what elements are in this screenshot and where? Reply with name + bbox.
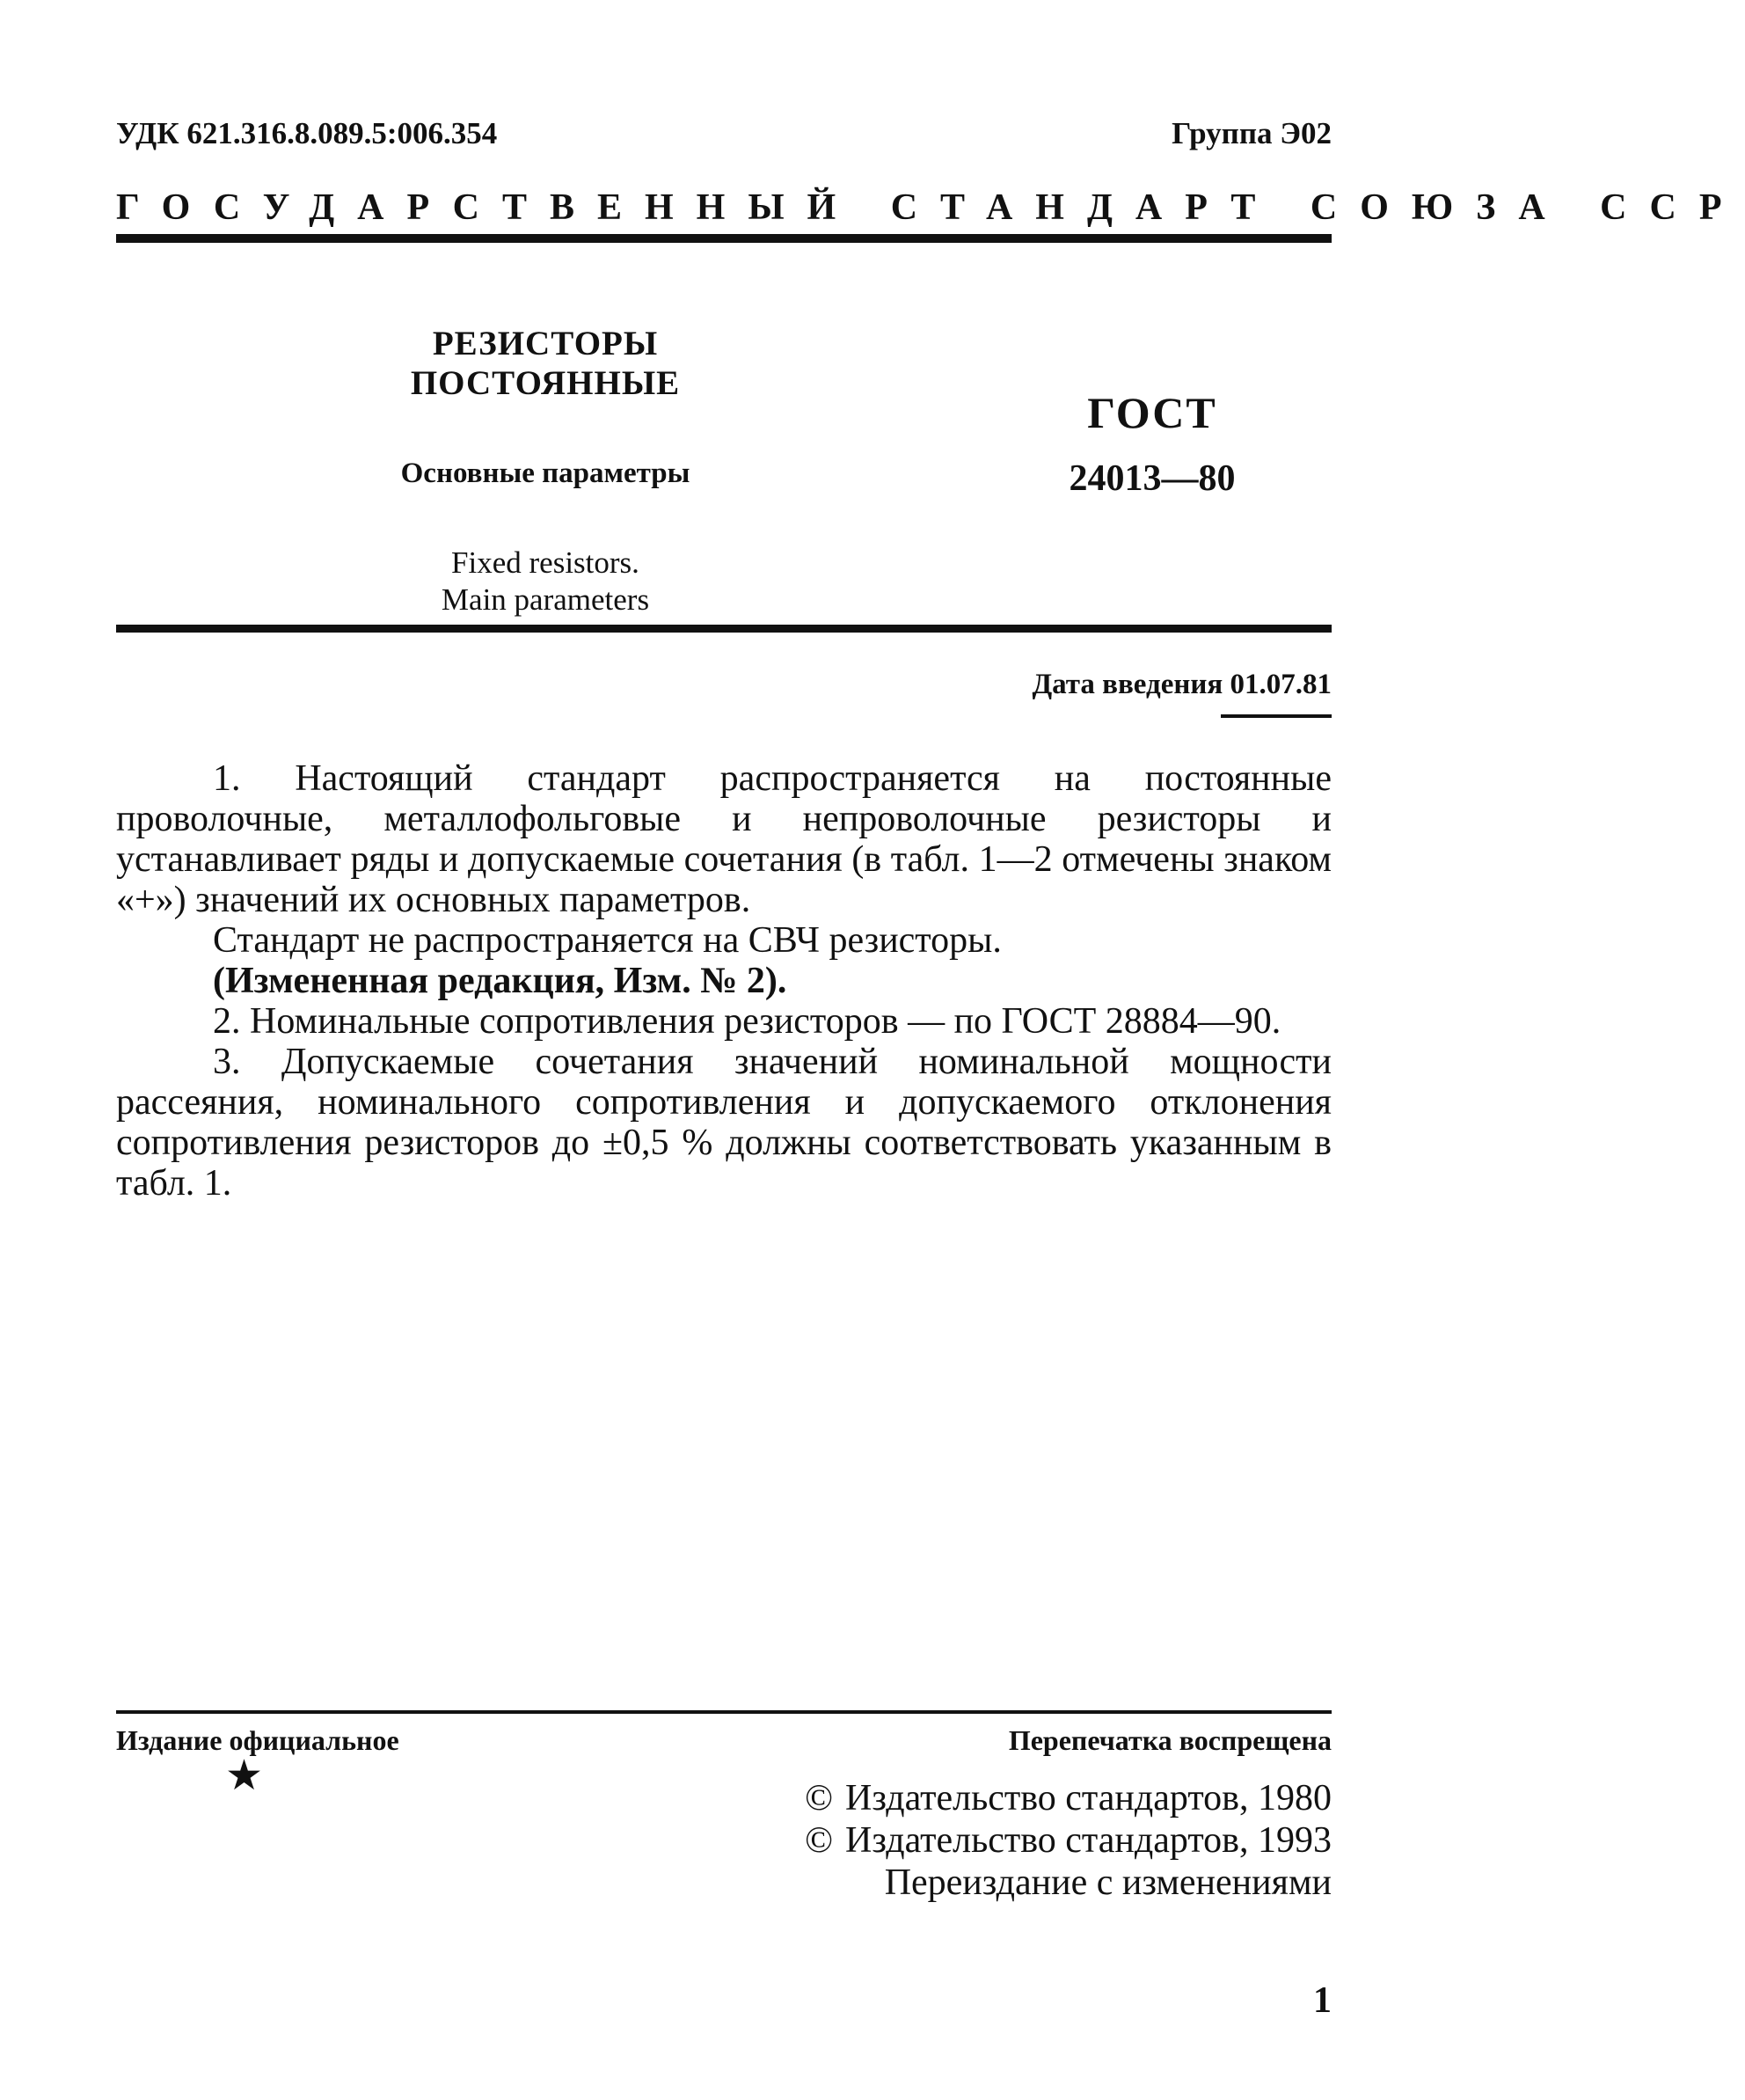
english-title-line-2: Main parameters	[441, 582, 650, 617]
copyright-icon: ©	[805, 1778, 834, 1818]
footer-rule	[116, 1710, 1332, 1714]
copyright-line-1993	[663, 1819, 1332, 1862]
introduction-date: Дата введения 01.07.81	[1032, 669, 1332, 700]
amendment-note: (Измененная редакция, Изм. № 2).	[213, 961, 787, 1001]
page-number: 1	[1313, 1980, 1332, 2021]
udk-code: УДК 621.316.8.089.5:006.354	[116, 116, 498, 150]
copyright-text-1980: Издательство стандартов, 1980	[845, 1778, 1332, 1818]
english-title-line-1: Fixed resistors.	[451, 545, 639, 580]
reissue-note: Переиздание с изменениями	[884, 1862, 1332, 1903]
gost-designation	[1038, 387, 1267, 500]
header-rule	[116, 234, 1332, 243]
paragraph-scope: 1. Настоящий стандарт распространяется на постоянные проволочные, металлофольговые и непроволочные резисторы и устанавливает ряды и допускаемые сочетания (в табл. 1—2 отмечены знаком «+») значений их основных параметров.	[116, 758, 1332, 920]
document-body	[116, 758, 1332, 1204]
copyright-block	[663, 1777, 1332, 1904]
state-standard-title: ГОСУДАРСТВЕННЫЙ СТАНДАРТ СОЮЗА ССР	[116, 187, 1745, 228]
gost-label: ГОСТ	[1087, 388, 1217, 437]
date-underline	[1221, 714, 1332, 718]
gost-number: 24013—80	[1069, 458, 1236, 499]
document-title: РЕЗИСТОРЫ ПОСТОЯННЫЕ	[410, 325, 681, 402]
star-icon: ★	[225, 1752, 264, 1799]
paragraph-nominal-resistance: 2. Номинальные сопротивления резисторов — по ГОСТ 28884—90.	[213, 1001, 1281, 1042]
document-subtitle: Основные параметры	[400, 457, 690, 489]
title-block	[299, 324, 792, 618]
paragraph-exclusion: Стандарт не распространяется на СВЧ резисторы.	[213, 920, 1002, 961]
group-code: Группа Э02	[1172, 116, 1332, 150]
copyright-text-1993: Издательство стандартов, 1993	[845, 1820, 1332, 1861]
copyright-icon: ©	[805, 1820, 834, 1861]
title-rule	[116, 625, 1332, 633]
paragraph-combinations: 3. Допускаемые сочетания значений номинальной мощности рассеяния, номинального сопротивления и допускаемого отклонения сопротивления резисторов до ±0,5 % должны соответствовать указанным в табл. 1.	[116, 1042, 1332, 1204]
reprint-prohibited-label: Перепечатка воспрещена	[1008, 1724, 1332, 1756]
copyright-line-1980	[663, 1777, 1332, 1819]
official-edition-label: Издание официальное	[116, 1724, 399, 1756]
